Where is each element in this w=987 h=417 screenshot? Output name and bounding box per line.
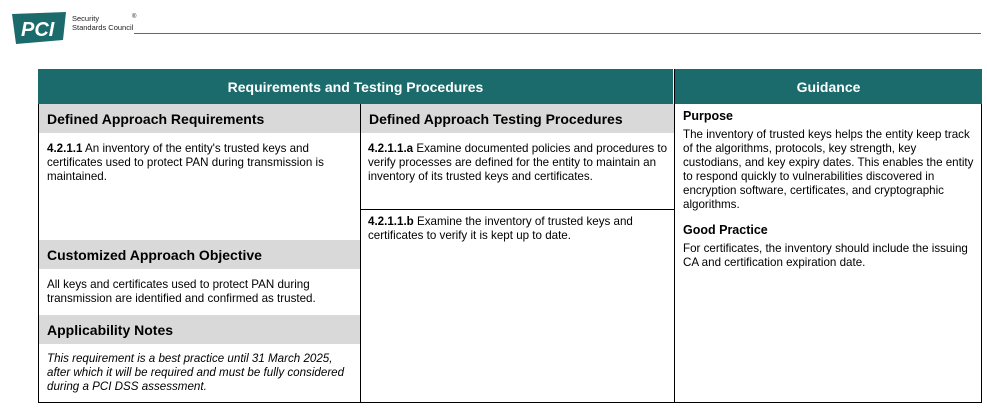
testing-procedures-heading: Defined Approach Testing Procedures (361, 104, 674, 133)
pci-logo (8, 10, 70, 46)
column-divider-2 (674, 69, 675, 403)
testing-divider (360, 209, 674, 210)
logo-text: PCI (21, 19, 55, 41)
applicability-notes-heading: Applicability Notes (39, 315, 360, 344)
procedure-a-id: 4.2.1.1.a (368, 142, 414, 155)
table-header-guidance: Guidance (675, 69, 982, 104)
requirement-id: 4.2.1.1 (47, 142, 83, 155)
testing-procedure-a (368, 142, 668, 184)
requirement-body: An inventory of the entity's trusted keys and certificates used to protect PAN during transmission is maintained. (47, 142, 324, 183)
applicability-notes-text: This requirement is a best practice until 31 March 2025, after which it will be required and must be fully considered during a PCI DSS assessment. (47, 352, 345, 393)
purpose-heading: Purpose (683, 109, 734, 123)
column-divider-1 (360, 104, 361, 403)
table-header-requirements: Requirements and Testing Procedures (38, 69, 673, 104)
registered-mark: ® (132, 14, 137, 20)
table-border-right (981, 104, 982, 403)
defined-approach-heading: Defined Approach Requirements (39, 104, 360, 133)
requirements-table (38, 69, 982, 403)
customized-objective-text: All keys and certificates used to protect PAN during transmission are identified and confirmed as trusted. (47, 278, 316, 305)
purpose-text: The inventory of trusted keys helps the entity keep track of the algorithms, protocols, key strength, key custodians, and key expiry dates. This enables the entity to respond quickly to vulnerabilities discovered in encryption software, certificates, and cryptographic algorithms. (683, 128, 974, 211)
header-rule (134, 33, 981, 34)
procedure-a-text: Examine documented policies and procedures to verify processes are defined for the entity to maintain an inventory of its trusted keys and certificates. (368, 142, 668, 183)
table-border-bottom (38, 402, 982, 403)
requirement-text (47, 142, 352, 184)
good-practice-text: For certificates, the inventory should include the issuing CA and certification expiration date. (683, 242, 968, 269)
customized-objective-heading: Customized Approach Objective (39, 240, 360, 269)
org-line-1: Security (72, 14, 100, 23)
testing-procedure-b (368, 215, 663, 243)
procedure-b-id: 4.2.1.1.b (368, 215, 414, 228)
procedure-b-text: Examine the inventory of trusted keys and certificates to verify it is kept up to date. (368, 215, 633, 242)
org-line-2: Standards Council (72, 22, 134, 32)
good-practice-heading: Good Practice (683, 223, 768, 237)
org-name (72, 15, 133, 32)
